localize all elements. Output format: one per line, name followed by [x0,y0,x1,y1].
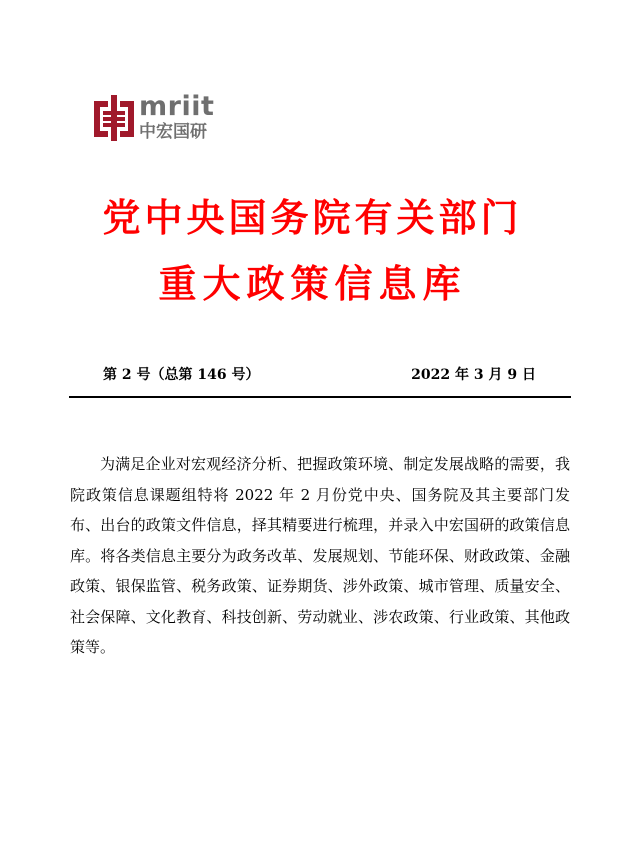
document-title-line-2: 重大政策信息库 [158,261,467,306]
intro-paragraph: 为满足企业对宏观经济分析、把握政策环境、制定发展战略的需要，我院政策信息课题组特将 2022 年 2 月份党中央、国务院及其主要部门发布、出台的政策文件信息，择其精要进行梳理，并录入中宏国研的政策信息库。将各类信息主要分为政务改革、发展规划、节能环保、财政政策、金融政策、银保监管、税务政策、证券期货、涉外政策、城市管理、质量安全、社会保障、文化教育、科技创新、劳动就业、涉农政策、行业政策、其他政策等。 [70,455,570,656]
logo [92,91,222,145]
document-title-line-1: 党中央国务院有关部门 [102,195,523,240]
logo-text-cn: 中宏国研 [139,122,207,142]
mriit-logo-icon [92,95,136,141]
header-divider [69,396,571,398]
logo-text-en: mriit [139,91,215,122]
issue-number: 第 2 号（总第 146 号） [103,367,260,383]
issue-date: 2022 年 3 月 9 日 [411,367,536,383]
